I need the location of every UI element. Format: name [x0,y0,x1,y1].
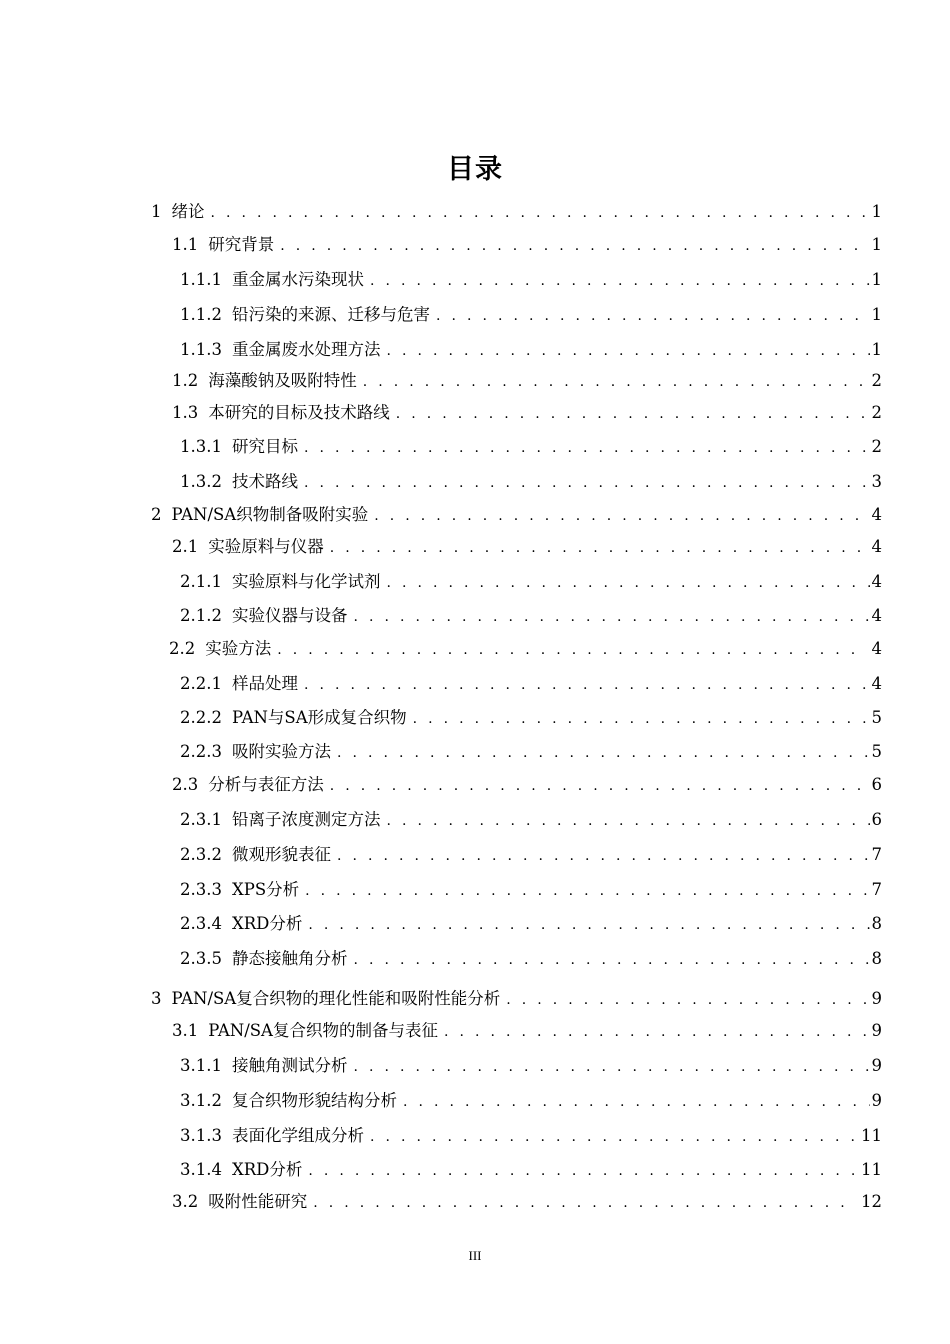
toc-title: 重金属水污染现状 [231,270,364,289]
dot-leader [313,1191,855,1215]
toc-number: 2.2 [169,639,196,658]
toc-number: 1 [151,202,162,221]
toc-entry[interactable] [180,1054,882,1078]
toc-page: 9 [871,1056,882,1075]
toc-title: 接触角测试分析 [231,1056,348,1075]
toc-entry[interactable] [172,233,882,257]
toc-page: 9 [871,989,882,1008]
toc-page: 2 [871,371,882,390]
toc-page: 1 [871,305,882,324]
toc-title: XPS分析 [231,880,300,899]
toc-number: 2.3.1 [180,810,222,829]
toc-page: 11 [861,1160,882,1179]
toc-number: 1.3.2 [180,472,222,491]
toc-number: 2.1.1 [180,572,222,591]
toc-title: 技术路线 [231,472,298,491]
toc-page: 4 [871,674,882,693]
dot-leader [386,809,869,833]
toc-number: 2.1.2 [180,606,222,625]
toc-number: 2.3.3 [180,880,222,899]
dot-leader [374,504,865,528]
dot-leader [211,201,866,225]
toc-number: 2.3.4 [180,914,222,933]
toc-page: 1 [871,202,882,221]
toc-title: 样品处理 [231,674,298,693]
toc-entry[interactable] [151,987,882,1011]
toc-title: 静态接触角分析 [231,949,348,968]
dot-leader [436,304,870,328]
toc-page: 2 [871,403,882,422]
toc-number: 3.2 [172,1192,199,1211]
toc-page: 5 [871,742,882,761]
dot-leader [396,402,866,426]
dot-leader [386,339,869,363]
toc-number: 2.2.3 [180,742,222,761]
toc-title: 研究背景 [208,235,275,254]
toc-title: 实验原料与仪器 [208,537,324,556]
toc-title: 本研究的目标及技术路线 [208,403,390,422]
toc-page: 11 [861,1126,882,1145]
toc-number: 1.2 [172,371,199,390]
toc-number: 2.3 [172,775,199,794]
toc-number: 2.2.1 [180,674,222,693]
toc-number: 1.3 [172,403,199,422]
toc-entry[interactable] [172,773,882,797]
page-title: 目录 [447,154,503,185]
toc-entry[interactable] [180,672,882,696]
dot-leader [444,1020,866,1044]
toc-title: XRD分析 [231,914,303,933]
toc-entry[interactable] [180,1158,882,1182]
toc-title: 海藻酸钠及吸附特性 [208,371,357,390]
toc-number: 2.2.2 [180,708,222,727]
toc-entry[interactable] [180,912,882,936]
toc-page: 6 [871,810,882,829]
dot-leader [304,436,870,460]
dot-leader [363,370,866,394]
toc-page: 4 [871,572,882,591]
toc-title: PAN/SA织物制备吸附实验 [171,505,369,524]
dot-leader [413,707,870,731]
toc-entry[interactable] [180,947,882,971]
toc-title: 表面化学组成分析 [231,1126,364,1145]
dot-leader [305,879,869,903]
toc-page: 4 [871,639,882,658]
toc-number: 3.1.2 [180,1091,222,1110]
dot-leader [277,638,865,662]
toc-title: PAN/SA复合织物的理化性能和吸附性能分析 [171,989,501,1008]
toc-page: 4 [871,606,882,625]
toc-page: 7 [871,880,882,899]
toc-entry[interactable] [180,604,882,628]
toc-entry[interactable] [172,1190,882,1214]
toc-number: 3.1.3 [180,1126,222,1145]
toc-title: 重金属废水处理方法 [231,340,381,359]
toc-entry[interactable] [151,200,882,224]
toc-entry[interactable] [180,570,882,594]
dot-leader [506,988,865,1012]
dot-leader [403,1090,870,1114]
dot-leader [308,1159,859,1183]
toc-page: 1 [871,340,882,359]
toc-title: 吸附实验方法 [231,742,331,761]
toc-title: PAN与SA形成复合织物 [231,708,407,727]
toc-entry[interactable] [169,637,882,661]
toc-entry[interactable] [180,1089,882,1113]
toc-entry[interactable] [180,843,882,867]
toc-entry[interactable] [172,401,882,425]
toc-title: XRD分析 [231,1160,303,1179]
toc-entry[interactable] [172,369,882,393]
toc-entry[interactable] [172,535,882,559]
dot-leader [304,471,870,495]
toc-number: 1.1.2 [180,305,222,324]
toc-number: 3 [151,989,162,1008]
toc-page: 7 [871,845,882,864]
toc-page: 9 [871,1021,882,1040]
toc-page: 12 [861,1192,882,1211]
dot-leader [353,948,869,972]
toc-title: 吸附性能研究 [208,1192,308,1211]
toc-number: 3.1.1 [180,1056,222,1075]
toc-entry[interactable] [180,435,882,459]
toc-title: 实验原料与化学试剂 [231,572,381,591]
dot-leader [370,269,870,293]
toc-number: 2.1 [172,537,199,556]
toc-number: 2 [151,505,162,524]
dot-leader [337,741,870,765]
toc-title: 绪论 [171,202,205,221]
toc-number: 2.3.5 [180,949,222,968]
toc-page: 8 [871,949,882,968]
toc-title: 复合织物形貌结构分析 [231,1091,397,1110]
dot-leader [337,844,870,868]
dot-leader [353,1055,869,1079]
toc-page: 3 [871,472,882,491]
toc-title: 实验仪器与设备 [231,606,348,625]
toc-entry[interactable] [180,878,882,902]
toc-number: 1.1.1 [180,270,222,289]
dot-leader [308,913,869,937]
toc-page: 4 [871,537,882,556]
toc-number: 1.3.1 [180,437,222,456]
toc-page: 5 [871,708,882,727]
dot-leader [330,774,866,798]
toc-number: 3.1 [172,1021,199,1040]
toc-entry[interactable] [180,1124,882,1148]
toc-title: 研究目标 [231,437,298,456]
dot-leader [330,536,866,560]
toc-number: 1.1 [172,235,199,254]
dot-leader [353,605,869,629]
toc-title: 分析与表征方法 [208,775,324,794]
dot-leader [304,673,870,697]
toc-entry[interactable] [172,1019,882,1043]
toc-title: 铅污染的来源、迁移与危害 [231,305,430,324]
toc-number: 2.3.2 [180,845,222,864]
page-number-footer: III [468,1248,482,1263]
toc-number: 3.1.4 [180,1160,222,1179]
dot-leader [370,1125,859,1149]
toc-page: 9 [871,1091,882,1110]
toc-page: 6 [871,775,882,794]
toc-title: 铅离子浓度测定方法 [231,810,381,829]
toc-page: 1 [871,235,882,254]
toc-entry[interactable] [151,503,882,527]
toc-title: 微观形貌表征 [231,845,331,864]
toc-title: PAN/SA复合织物的制备与表征 [208,1021,438,1040]
toc-number: 1.1.3 [180,340,222,359]
dot-leader [280,234,865,258]
toc-entry[interactable] [180,303,882,327]
toc-title: 实验方法 [205,639,272,658]
toc-entry[interactable] [180,338,882,362]
toc-entry[interactable] [180,706,882,730]
dot-leader [386,571,869,595]
toc-entry[interactable] [180,268,882,292]
toc-entry[interactable] [180,808,882,832]
toc-page: 8 [871,914,882,933]
toc-page: 4 [871,505,882,524]
toc-page: 1 [871,270,882,289]
toc-entry[interactable] [180,740,882,764]
toc-entry[interactable] [180,470,882,494]
toc-page: 2 [871,437,882,456]
